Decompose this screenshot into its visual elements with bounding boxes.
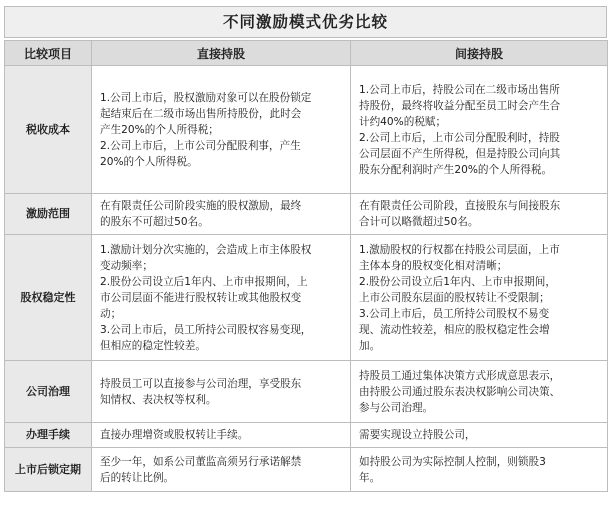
cell-line: 2.股份公司设立后1年内、上市申报期间，上 xyxy=(100,275,308,288)
cell-line: 需要实现设立持股公司， xyxy=(359,429,476,441)
cell-line: 由持股公司通过股东表决权影响公司决策、 xyxy=(359,385,561,398)
header-row xyxy=(5,41,608,66)
cell-line: 参与公司治理。 xyxy=(359,401,434,414)
row-label: 上市后锁定期 xyxy=(5,448,92,492)
cell-line: 主体本身的股权变化相对清晰； xyxy=(359,259,508,272)
cell-line: 市公司层面不能进行股权转让或其他股权变 xyxy=(100,291,302,304)
row-label: 税收成本 xyxy=(5,66,92,194)
cell-line: 计约40%的税赋； xyxy=(359,115,447,128)
cell-line: 1.公司上市后，持股公司在二级市场出售所 xyxy=(359,83,560,96)
cell-line: 在有限责任公司阶段，直接股东与间接股东 xyxy=(359,200,561,212)
cell-line: 20%的个人所得税。 xyxy=(100,155,198,168)
cell-line: 2.公司上市后，上市公司分配股利时，持股 xyxy=(359,131,560,144)
header-indirect: 间接持股 xyxy=(351,41,608,66)
table-title: 不同激励模式优劣比较 xyxy=(4,6,607,38)
cell-direct xyxy=(92,235,351,361)
cell-indirect xyxy=(351,194,608,235)
cell-indirect xyxy=(351,448,608,492)
cell-line: 合计可以略微超过50名。 xyxy=(359,216,479,228)
cell-line: 2.股份公司设立后1年内、上市申报期间， xyxy=(359,275,556,288)
row-label: 办理手续 xyxy=(5,423,92,448)
cell-line: 上市公司股东层面的股权转让不受限制； xyxy=(359,291,550,304)
cell-direct xyxy=(92,66,351,194)
cell-line: 3.公司上市后，员工所持公司股权容易变现， xyxy=(100,323,312,336)
cell-line: 公司层面不产生所得税，但是持股公司向其 xyxy=(359,147,561,160)
cell-line: 起结束后在二级市场出售所持股份，此时会 xyxy=(100,107,302,120)
cell-line: 持股员工通过集体决策方式形成意思表示， xyxy=(359,369,561,382)
cell-line: 年。 xyxy=(359,471,381,484)
cell-line: 1.激励股权的行权都在持股公司层面，上市 xyxy=(359,243,560,256)
cell-line: 现、流动性较差，相应的股权稳定性会增 xyxy=(359,323,550,336)
cell-line: 持股份，最终将收益分配至员工时会产生合 xyxy=(359,99,561,112)
table-row xyxy=(5,361,608,423)
cell-line: 变动频率； xyxy=(100,259,153,272)
table-row xyxy=(5,235,608,361)
table-row xyxy=(5,423,608,448)
table-row xyxy=(5,194,608,235)
cell-line: 后的转让比例。 xyxy=(100,471,175,484)
cell-line: 股东分配利润时产生20%的个人所得税。 xyxy=(359,163,553,176)
cell-line: 持股员工可以直接参与公司治理，享受股东 xyxy=(100,377,302,390)
cell-line: 产生20%的个人所得税； xyxy=(100,123,219,136)
cell-line: 直接办理增资或股权转让手续。 xyxy=(100,429,249,441)
comparison-table xyxy=(4,40,608,492)
cell-line: 3.公司上市后，员工所持公司股权不易变 xyxy=(359,307,550,320)
cell-indirect xyxy=(351,423,608,448)
cell-line: 动； xyxy=(100,307,122,320)
cell-line: 如持股公司为实际控制人控制，则锁股3 xyxy=(359,455,546,468)
row-label: 激励范围 xyxy=(5,194,92,235)
cell-line: 2.公司上市后，上市公司分配股利事，产生 xyxy=(100,139,301,152)
cell-line: 在有限责任公司阶段实施的股权激励，最终 xyxy=(100,200,302,212)
cell-direct xyxy=(92,448,351,492)
cell-line: 1.公司上市后，股权激励对象可以在股份锁定 xyxy=(100,91,312,104)
cell-line: 但相应的稳定性较差。 xyxy=(100,339,206,352)
cell-direct xyxy=(92,194,351,235)
row-label: 公司治理 xyxy=(5,361,92,423)
cell-line: 的股东不可超过50名。 xyxy=(100,216,209,228)
table-row xyxy=(5,448,608,492)
cell-line: 1.激励计划分次实施的，会造成上市主体股权 xyxy=(100,243,312,256)
cell-line: 至少一年，如系公司董监高须另行承诺解禁 xyxy=(100,455,302,468)
cell-line: 加。 xyxy=(359,339,381,352)
cell-indirect xyxy=(351,235,608,361)
header-direct: 直接持股 xyxy=(92,41,351,66)
header-item: 比较项目 xyxy=(5,41,92,66)
cell-line: 知情权、表决权等权利。 xyxy=(100,393,217,406)
cell-indirect xyxy=(351,361,608,423)
cell-indirect xyxy=(351,66,608,194)
cell-direct xyxy=(92,423,351,448)
table-row xyxy=(5,66,608,194)
cell-direct xyxy=(92,361,351,423)
row-label: 股权稳定性 xyxy=(5,235,92,361)
